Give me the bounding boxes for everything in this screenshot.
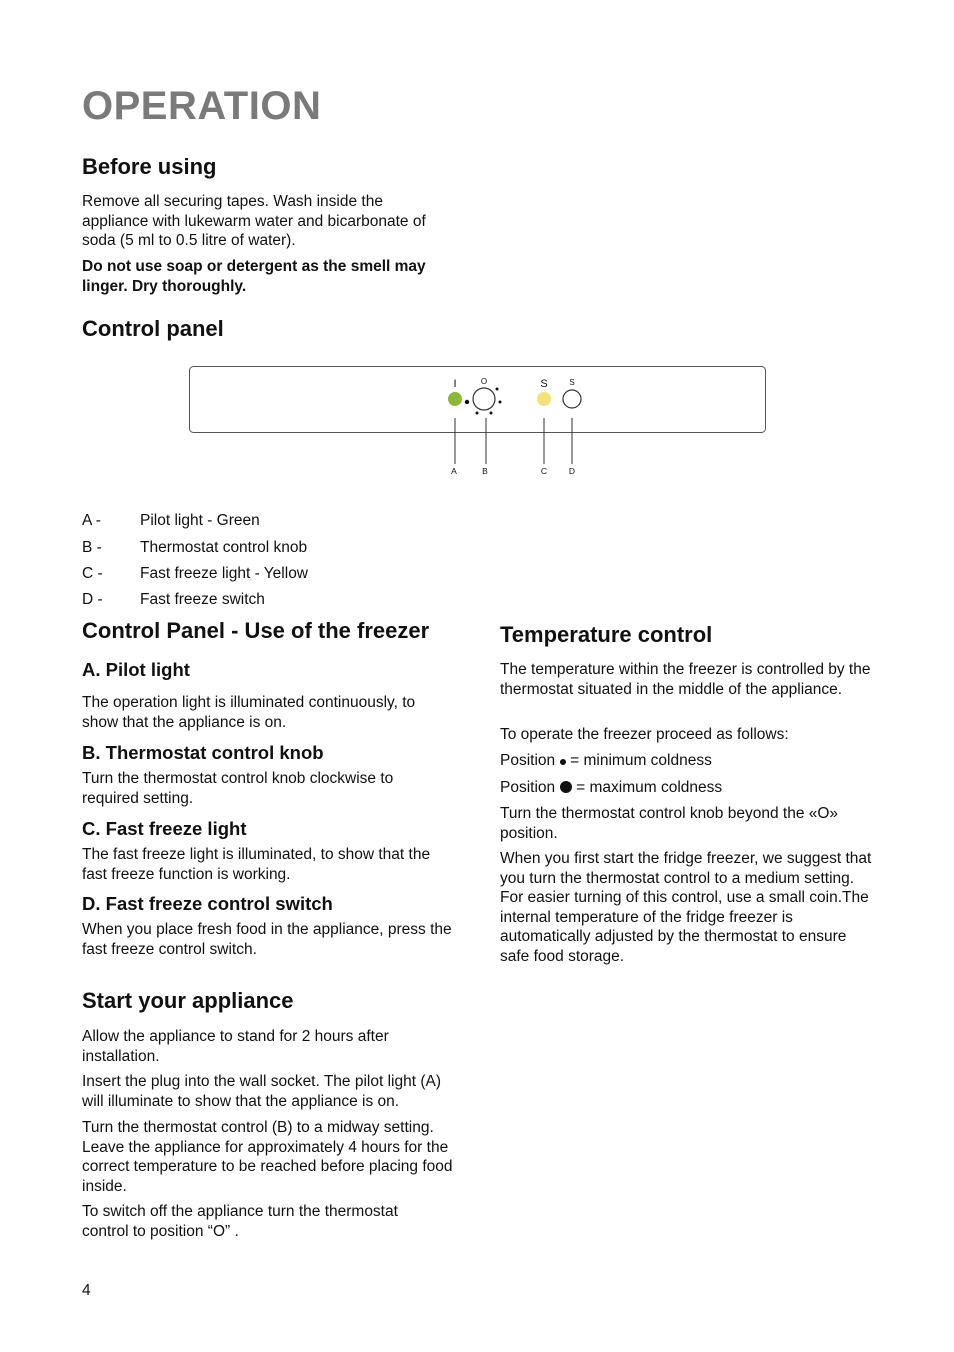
fast-freeze-light-heading: C. Fast freeze light xyxy=(82,818,247,839)
before-using-warning: Do not use soap or detergent as the smell may linger. Dry thoroughly. xyxy=(82,258,426,295)
legend-text: Fast freeze light - Yellow xyxy=(140,565,309,582)
tick-dot-2 xyxy=(499,401,502,404)
start-heading: Start your appliance xyxy=(82,988,294,1013)
symbol-s-small: S xyxy=(569,378,575,387)
tick-dot-4 xyxy=(476,412,479,415)
temperature-text-4: When you first start the fridge freezer, we suggest that you turn the thermostat control to a medium setting. For easier turning of this control, use a small coin.The internal temperature of the fridge freezer is automatically adjusted by the thermostat to ensure safe food storage. xyxy=(500,850,872,965)
fast-freeze-light-yellow xyxy=(537,392,551,406)
page-title: OPERATION xyxy=(82,84,322,128)
before-using-text: Remove all securing tapes. Wash inside the appliance with lukewarm water and bicarbonate of soda (5 ml to 0.5 litre of water). xyxy=(82,193,426,249)
tick-dot-1 xyxy=(496,388,499,391)
legend-item-d xyxy=(82,590,265,609)
legend-item-a xyxy=(82,511,260,530)
legend-key: B - xyxy=(82,539,102,556)
position-min-text: = minimum coldness xyxy=(570,752,712,769)
temperature-text-1: The temperature within the freezer is controlled by the thermostat situated in the middle of the appliance. xyxy=(500,661,871,698)
position-max-text: = maximum coldness xyxy=(576,779,723,796)
label-a: A xyxy=(451,466,457,476)
position-label: Position xyxy=(500,752,556,769)
before-using-heading: Before using xyxy=(82,154,217,179)
symbol-o: O xyxy=(480,377,488,386)
small-dot-icon xyxy=(560,759,566,765)
legend-key: A - xyxy=(82,512,101,529)
legend-key: D - xyxy=(82,591,103,608)
thermostat-heading: B. Thermostat control knob xyxy=(82,742,324,763)
fast-freeze-switch-text: When you place fresh food in the appliance, press the fast freeze control switch. xyxy=(82,921,452,958)
start-text-3: Turn the thermostat control (B) to a midway setting. Leave the appliance for approximately 4 hours for the correct temperature to be reached before placing food inside. xyxy=(82,1119,453,1195)
start-text-2: Insert the plug into the wall socket. The pilot light (A) will illuminate to show that the appliance is on. xyxy=(82,1073,441,1110)
legend-key: C - xyxy=(82,565,103,582)
page-number: 4 xyxy=(82,1282,91,1299)
fast-freeze-switch-heading: D. Fast freeze control switch xyxy=(82,893,333,914)
temperature-text-3: Turn the thermostat control knob beyond the «O» position. xyxy=(500,805,839,842)
label-c: C xyxy=(540,466,548,476)
pilot-light-text: The operation light is illuminated continuously, to show that the appliance is on. xyxy=(82,694,416,731)
fast-freeze-switch xyxy=(563,390,581,408)
control-panel-heading: Control panel xyxy=(82,316,224,341)
thermostat-text: Turn the thermostat control knob clockwise to required setting. xyxy=(82,770,394,807)
large-dot-icon xyxy=(560,781,572,793)
legend-text: Pilot light - Green xyxy=(140,512,260,529)
control-panel-diagram xyxy=(180,360,780,485)
thermostat-knob xyxy=(473,388,495,410)
start-text-4: To switch off the appliance turn the thermostat control to position “O” . xyxy=(82,1203,398,1240)
label-d: D xyxy=(568,466,576,476)
position-min-line xyxy=(500,751,880,771)
pilot-light-green xyxy=(448,392,462,406)
min-dot xyxy=(465,400,469,404)
temperature-heading: Temperature control xyxy=(500,622,713,647)
tick-dot-3 xyxy=(490,412,493,415)
position-label: Position xyxy=(500,779,556,796)
symbol-s-large: S xyxy=(540,378,548,390)
fast-freeze-light-text: The fast freeze light is illuminated, to show that the fast freeze function is working. xyxy=(82,846,431,883)
legend-item-c xyxy=(82,564,308,583)
legend-text: Thermostat control knob xyxy=(140,539,308,556)
legend-text: Fast freeze switch xyxy=(140,591,265,608)
legend-item-b xyxy=(82,538,307,557)
label-b: B xyxy=(482,466,488,476)
use-of-freezer-heading: Control Panel - Use of the freezer xyxy=(82,618,430,643)
pilot-light-heading: A. Pilot light xyxy=(82,659,190,680)
temperature-text-2: To operate the freezer proceed as follows: xyxy=(500,726,789,743)
position-max-line xyxy=(500,778,880,798)
symbol-i: I xyxy=(453,378,457,390)
start-text-1: Allow the appliance to stand for 2 hours after installation. xyxy=(82,1028,389,1065)
